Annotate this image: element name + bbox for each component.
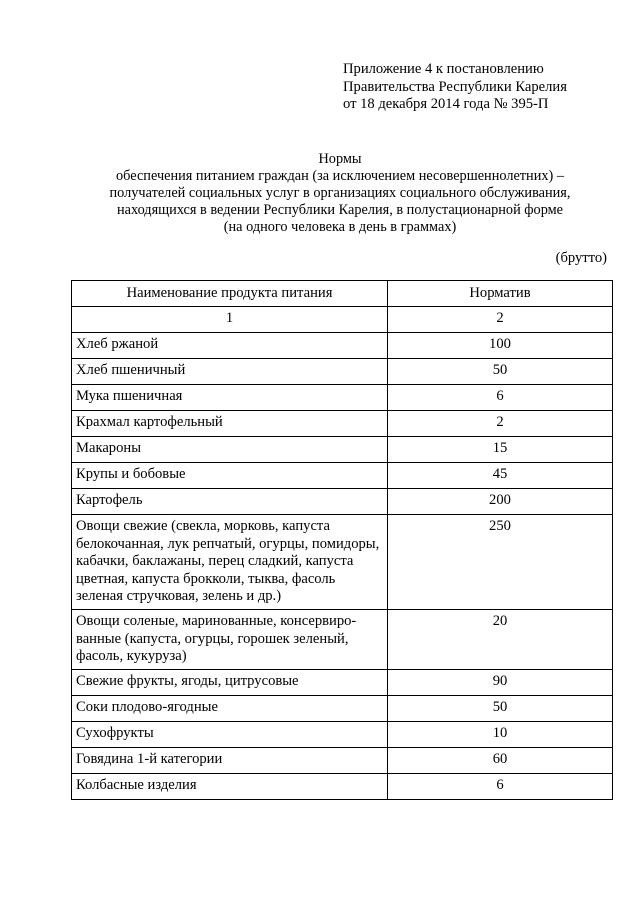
norm-cell: 6: [388, 385, 613, 411]
table-row: [72, 489, 613, 515]
product-cell: Сухофрукты: [72, 721, 388, 747]
norm-cell: 50: [388, 695, 613, 721]
norm-cell: 2: [388, 411, 613, 437]
table-header-row: [72, 281, 613, 307]
norm-cell: 15: [388, 437, 613, 463]
norm-cell: 50: [388, 359, 613, 385]
product-cell: Хлеб пшеничный: [72, 359, 388, 385]
appendix-line: Правительства Республики Карелия: [343, 78, 567, 95]
norm-cell: 90: [388, 669, 613, 695]
norm-cell: 250: [388, 515, 613, 610]
table-row: [72, 333, 613, 359]
product-cell: Овощи соленые, маринованные, консервиро-ванные (капуста, огурцы, горошек зеленый, фасоль, кукуруза): [72, 609, 388, 669]
product-cell: Хлеб ржаной: [72, 333, 388, 359]
product-cell: Свежие фрукты, ягоды, цитрусовые: [72, 669, 388, 695]
table-row: [72, 515, 613, 610]
product-cell: Крахмал картофельный: [72, 411, 388, 437]
table-row: [72, 463, 613, 489]
column-number: 1: [72, 307, 388, 333]
table-row: [72, 747, 613, 773]
product-cell: Картофель: [72, 489, 388, 515]
table-row: [72, 721, 613, 747]
header-norm: Норматив: [388, 281, 613, 307]
product-cell: Соки плодово-ягодные: [72, 695, 388, 721]
norm-cell: 20: [388, 609, 613, 669]
column-number: 2: [388, 307, 613, 333]
product-cell: Мука пшеничная: [72, 385, 388, 411]
title-line: (на одного человека в день в граммах): [223, 219, 457, 235]
column-number-row: [72, 307, 613, 333]
norm-cell: 100: [388, 333, 613, 359]
appendix-line: от 18 декабря 2014 года № 395-П: [343, 96, 549, 112]
product-cell: Крупы и бобовые: [72, 463, 388, 489]
norm-cell: 45: [388, 463, 613, 489]
table-row: [72, 437, 613, 463]
table-row: [72, 669, 613, 695]
table-row: [72, 773, 613, 799]
product-cell: Овощи свежие (свекла, морковь, капуста белокочанная, лук репчатый, огурцы, помидоры, кабачки, баклажаны, перец сладкий, капуста цветная, капуста брокколи, тыква, фасоль зеленая стручковая, зелень и др.): [72, 515, 388, 610]
norm-cell: 10: [388, 721, 613, 747]
title-line: Нормы: [318, 151, 362, 167]
header-product: Наименование продукта питания: [72, 281, 388, 307]
title-line: обеспечения питанием граждан (за исключением несовершеннолетних) –: [116, 168, 564, 184]
appendix-line: Приложение 4 к постановлению: [343, 61, 544, 77]
norms-table: [71, 280, 613, 800]
document-title: [60, 151, 620, 236]
product-cell: Колбасные изделия: [72, 773, 388, 799]
norm-cell: 60: [388, 747, 613, 773]
table-row: [72, 411, 613, 437]
norm-cell: 200: [388, 489, 613, 515]
title-line: находящихся в ведении Республики Карелия, в полустационарной форме: [116, 202, 564, 218]
table-row: [72, 359, 613, 385]
product-cell: Макароны: [72, 437, 388, 463]
table-row: [72, 385, 613, 411]
appendix-reference: [343, 61, 623, 114]
product-cell: Говядина 1-й категории: [72, 747, 388, 773]
unit-note: (брутто): [555, 250, 607, 266]
title-line: получателей социальных услуг в организациях социального обслуживания,: [109, 185, 571, 201]
table-row: [72, 695, 613, 721]
table-row: [72, 609, 613, 669]
norm-cell: 6: [388, 773, 613, 799]
